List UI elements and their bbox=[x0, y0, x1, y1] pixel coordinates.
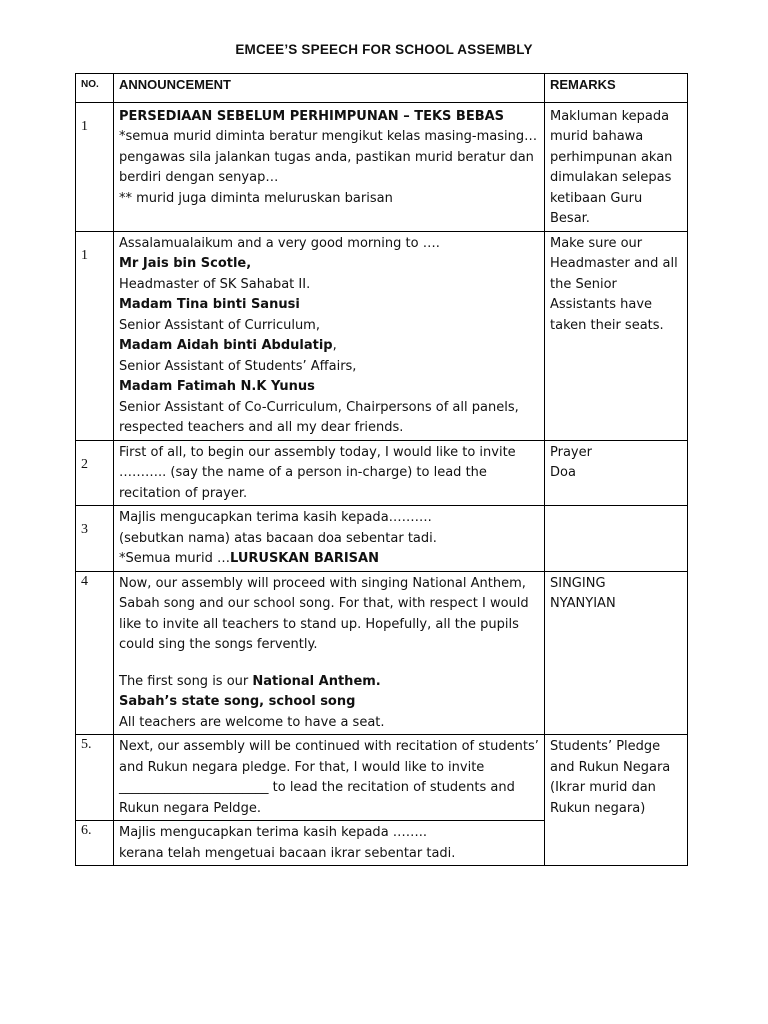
announcement-cell bbox=[114, 571, 545, 735]
dignitary-title: Headmaster of SK Sahabat II. bbox=[119, 276, 311, 292]
announcement-text: kerana telah mengetuai bacaan ikrar sebentar tadi. bbox=[119, 845, 456, 861]
announcement-heading: PERSEDIAAN SEBELUM PERHIMPUNAN – TEKS BEBAS bbox=[119, 108, 505, 124]
announcement-text: *Semua murid … bbox=[119, 551, 230, 566]
announcement-text: First of all, to begin our assembly today, I would like to invite ……….. (say the name of a person in-charge) to lead the recitation of prayer. bbox=[119, 444, 520, 501]
row-number: 2 bbox=[76, 440, 114, 506]
remark-line: NYANYIAN bbox=[550, 596, 616, 611]
row-number: 1 bbox=[76, 231, 114, 440]
assembly-script-table bbox=[75, 73, 688, 866]
announcement-text: Majlis mengucapkan terima kasih kepada …….. bbox=[119, 825, 428, 840]
table-row bbox=[76, 735, 688, 821]
announcement-cell bbox=[114, 506, 545, 572]
announcement-cell bbox=[114, 440, 545, 506]
table-row bbox=[76, 102, 688, 231]
remarks-cell: Students’ Pledge and Rukun Negara (Ikrar murid dan Rukun negara) bbox=[545, 735, 688, 866]
remarks-cell bbox=[545, 440, 688, 506]
dignitary-name: Madam Fatimah N.K Yunus bbox=[119, 379, 315, 394]
remarks-cell: Make sure our Headmaster and all the Senior Assistants have taken their seats. bbox=[545, 231, 688, 440]
header-no: NO. bbox=[76, 74, 114, 103]
announcement-text: (sebutkan nama) atas bacaan doa sebentar tadi. bbox=[119, 530, 437, 546]
announcement-cell bbox=[114, 735, 545, 821]
remark-line: SINGING bbox=[550, 575, 606, 591]
row-number: 3 bbox=[76, 506, 114, 572]
remarks-cell bbox=[545, 571, 688, 735]
table-header-row bbox=[76, 74, 688, 103]
header-announcement: ANNOUNCEMENT bbox=[114, 74, 545, 103]
announcement-cell bbox=[114, 821, 545, 866]
emphasis-text: National Anthem. bbox=[252, 673, 381, 689]
announcement-cell bbox=[114, 102, 545, 231]
announcement-text: The first song is our bbox=[119, 673, 253, 689]
remark-line: Prayer bbox=[550, 444, 592, 460]
row-number: 4 bbox=[76, 571, 114, 735]
document-title: EMCEE’S SPEECH FOR SCHOOL ASSEMBLY bbox=[235, 42, 533, 57]
emphasis-text: Sabah’s state song, school song bbox=[119, 694, 356, 709]
remarks-cell: Makluman kepada murid bahawa perhimpunan akan dimulakan selepas ketibaan Guru Besar. bbox=[545, 102, 688, 231]
comma: , bbox=[332, 338, 337, 353]
table-row bbox=[76, 571, 688, 735]
dignitary-line bbox=[119, 336, 539, 357]
dignitary-name: Madam Aidah binti Abdulatip bbox=[119, 338, 333, 353]
dignitary-name: Mr Jais bin Scotle, bbox=[119, 256, 252, 271]
row-number: 5. bbox=[76, 735, 114, 821]
dignitary-title: Senior Assistant of Curriculum, bbox=[119, 317, 320, 333]
remark-line: Doa bbox=[550, 465, 576, 480]
header-remarks: REMARKS bbox=[545, 74, 688, 103]
remarks-cell bbox=[545, 506, 688, 572]
announcement-text: *semua murid diminta beratur mengikut kelas masing-masing… pengawas sila jalankan tugas anda, pastikan murid beratur dan berdiri dengan senyap… bbox=[119, 129, 542, 185]
dignitary-title: Senior Assistant of Students’ Affairs, bbox=[119, 358, 357, 374]
table-row bbox=[76, 231, 688, 440]
row-number: 6. bbox=[76, 821, 114, 866]
announcement-text: Now, our assembly will proceed with singing National Anthem, Sabah song and our school song. For that, with respect I would like to invite all teachers to stand up. Hopefully, all the pupils could sing the songs fervently. bbox=[119, 575, 533, 652]
emphasis-text: LURUSKAN BARISAN bbox=[230, 551, 379, 566]
announcement-text: Next, our assembly will be continued with recitation of students’ and Rukun negara pledge. For that, I would like to invite _______________________ to lead the recitation of students and Rukun negara Peldge. bbox=[119, 739, 544, 816]
announcement-text: Majlis mengucapkan terima kasih kepada………. bbox=[119, 510, 432, 525]
announcement-text: ** murid juga diminta meluruskan barisan bbox=[119, 190, 393, 206]
announcement-line bbox=[119, 549, 539, 570]
announcement-text: Assalamualaikum and a very good morning to …. bbox=[119, 235, 440, 251]
spacer bbox=[119, 656, 539, 672]
announcement-line bbox=[119, 672, 539, 693]
table-row bbox=[76, 440, 688, 506]
announcement-text: All teachers are welcome to have a seat. bbox=[119, 714, 385, 730]
dignitary-name: Madam Tina binti Sanusi bbox=[119, 297, 300, 312]
table-row bbox=[76, 506, 688, 572]
announcement-cell bbox=[114, 231, 545, 440]
announcement-text: Senior Assistant of Co-Curriculum, Chairpersons of all panels, respected teachers and all my dear friends. bbox=[119, 399, 523, 435]
row-number: 1 bbox=[76, 102, 114, 231]
